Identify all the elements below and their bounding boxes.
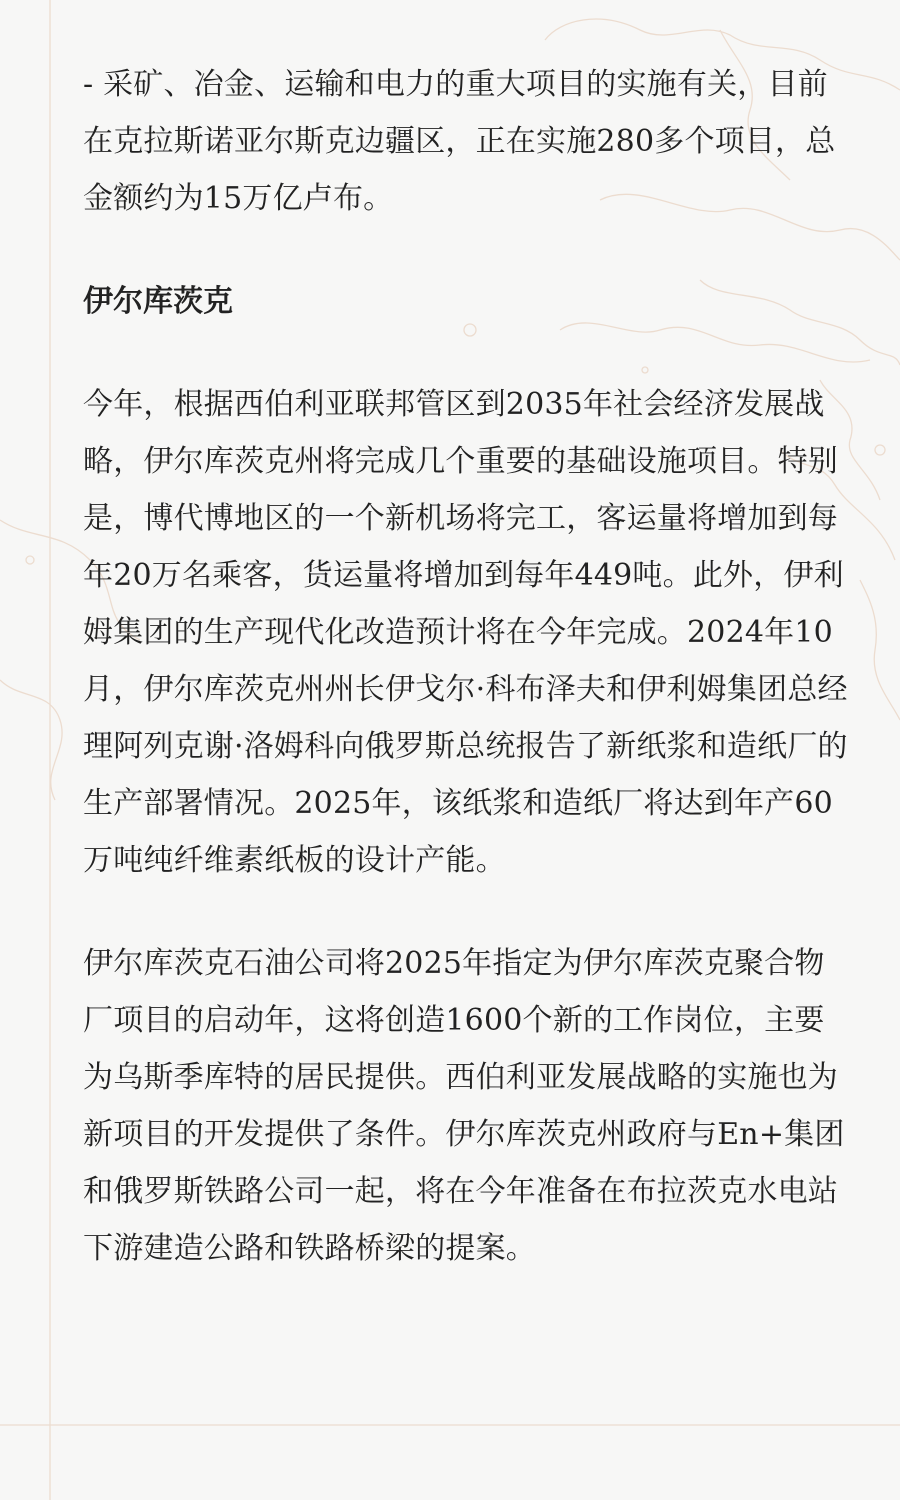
map-dot [875,445,885,455]
article-paragraph-1: 今年，根据西伯利亚联邦管区到2035年社会经济发展战略，伊尔库茨克州将完成几个重要的基础设施项目。特别是，博代博地区的一个新机场将完工，客运量将增加到每年20万名乘客，货运量将增加到每年449吨。此外，伊利姆集团的生产现代化改造预计将在今年完成。2024年10月，伊尔库茨克州州长伊戈尔·科布泽夫和伊利姆集团总经理阿列克谢·洛姆科向俄罗斯总统报告了新纸浆和造纸厂的生产部署情况。2025年，该纸浆和造纸厂将达到年产60万吨纯纤维素纸板的设计产能。 [83,387,848,878]
section-title-irkutsk: 伊尔库茨克 [83,284,233,319]
map-outline [860,580,900,720]
map-dot [26,556,34,564]
map-outline [0,680,62,800]
article-body [83,56,853,1277]
intro-continuation-paragraph: - 采矿、冶金、运输和电力的重大项目的实施有关，目前在克拉斯诺亚尔斯克边疆区，正在实施280多个项目，总金额约为15万亿卢布。 [83,67,836,216]
article-paragraph-2: 伊尔库茨克石油公司将2025年指定为伊尔库茨克聚合物厂项目的启动年，这将创造1600个新的工作岗位，主要为乌斯季库特的居民提供。西伯利亚发展战略的实施也为新项目的开发提供了条件。伊尔库茨克州政府与En+集团和俄罗斯铁路公司一起，将在今年准备在布拉茨克水电站下游建造公路和铁路桥梁的提案。 [83,946,845,1266]
